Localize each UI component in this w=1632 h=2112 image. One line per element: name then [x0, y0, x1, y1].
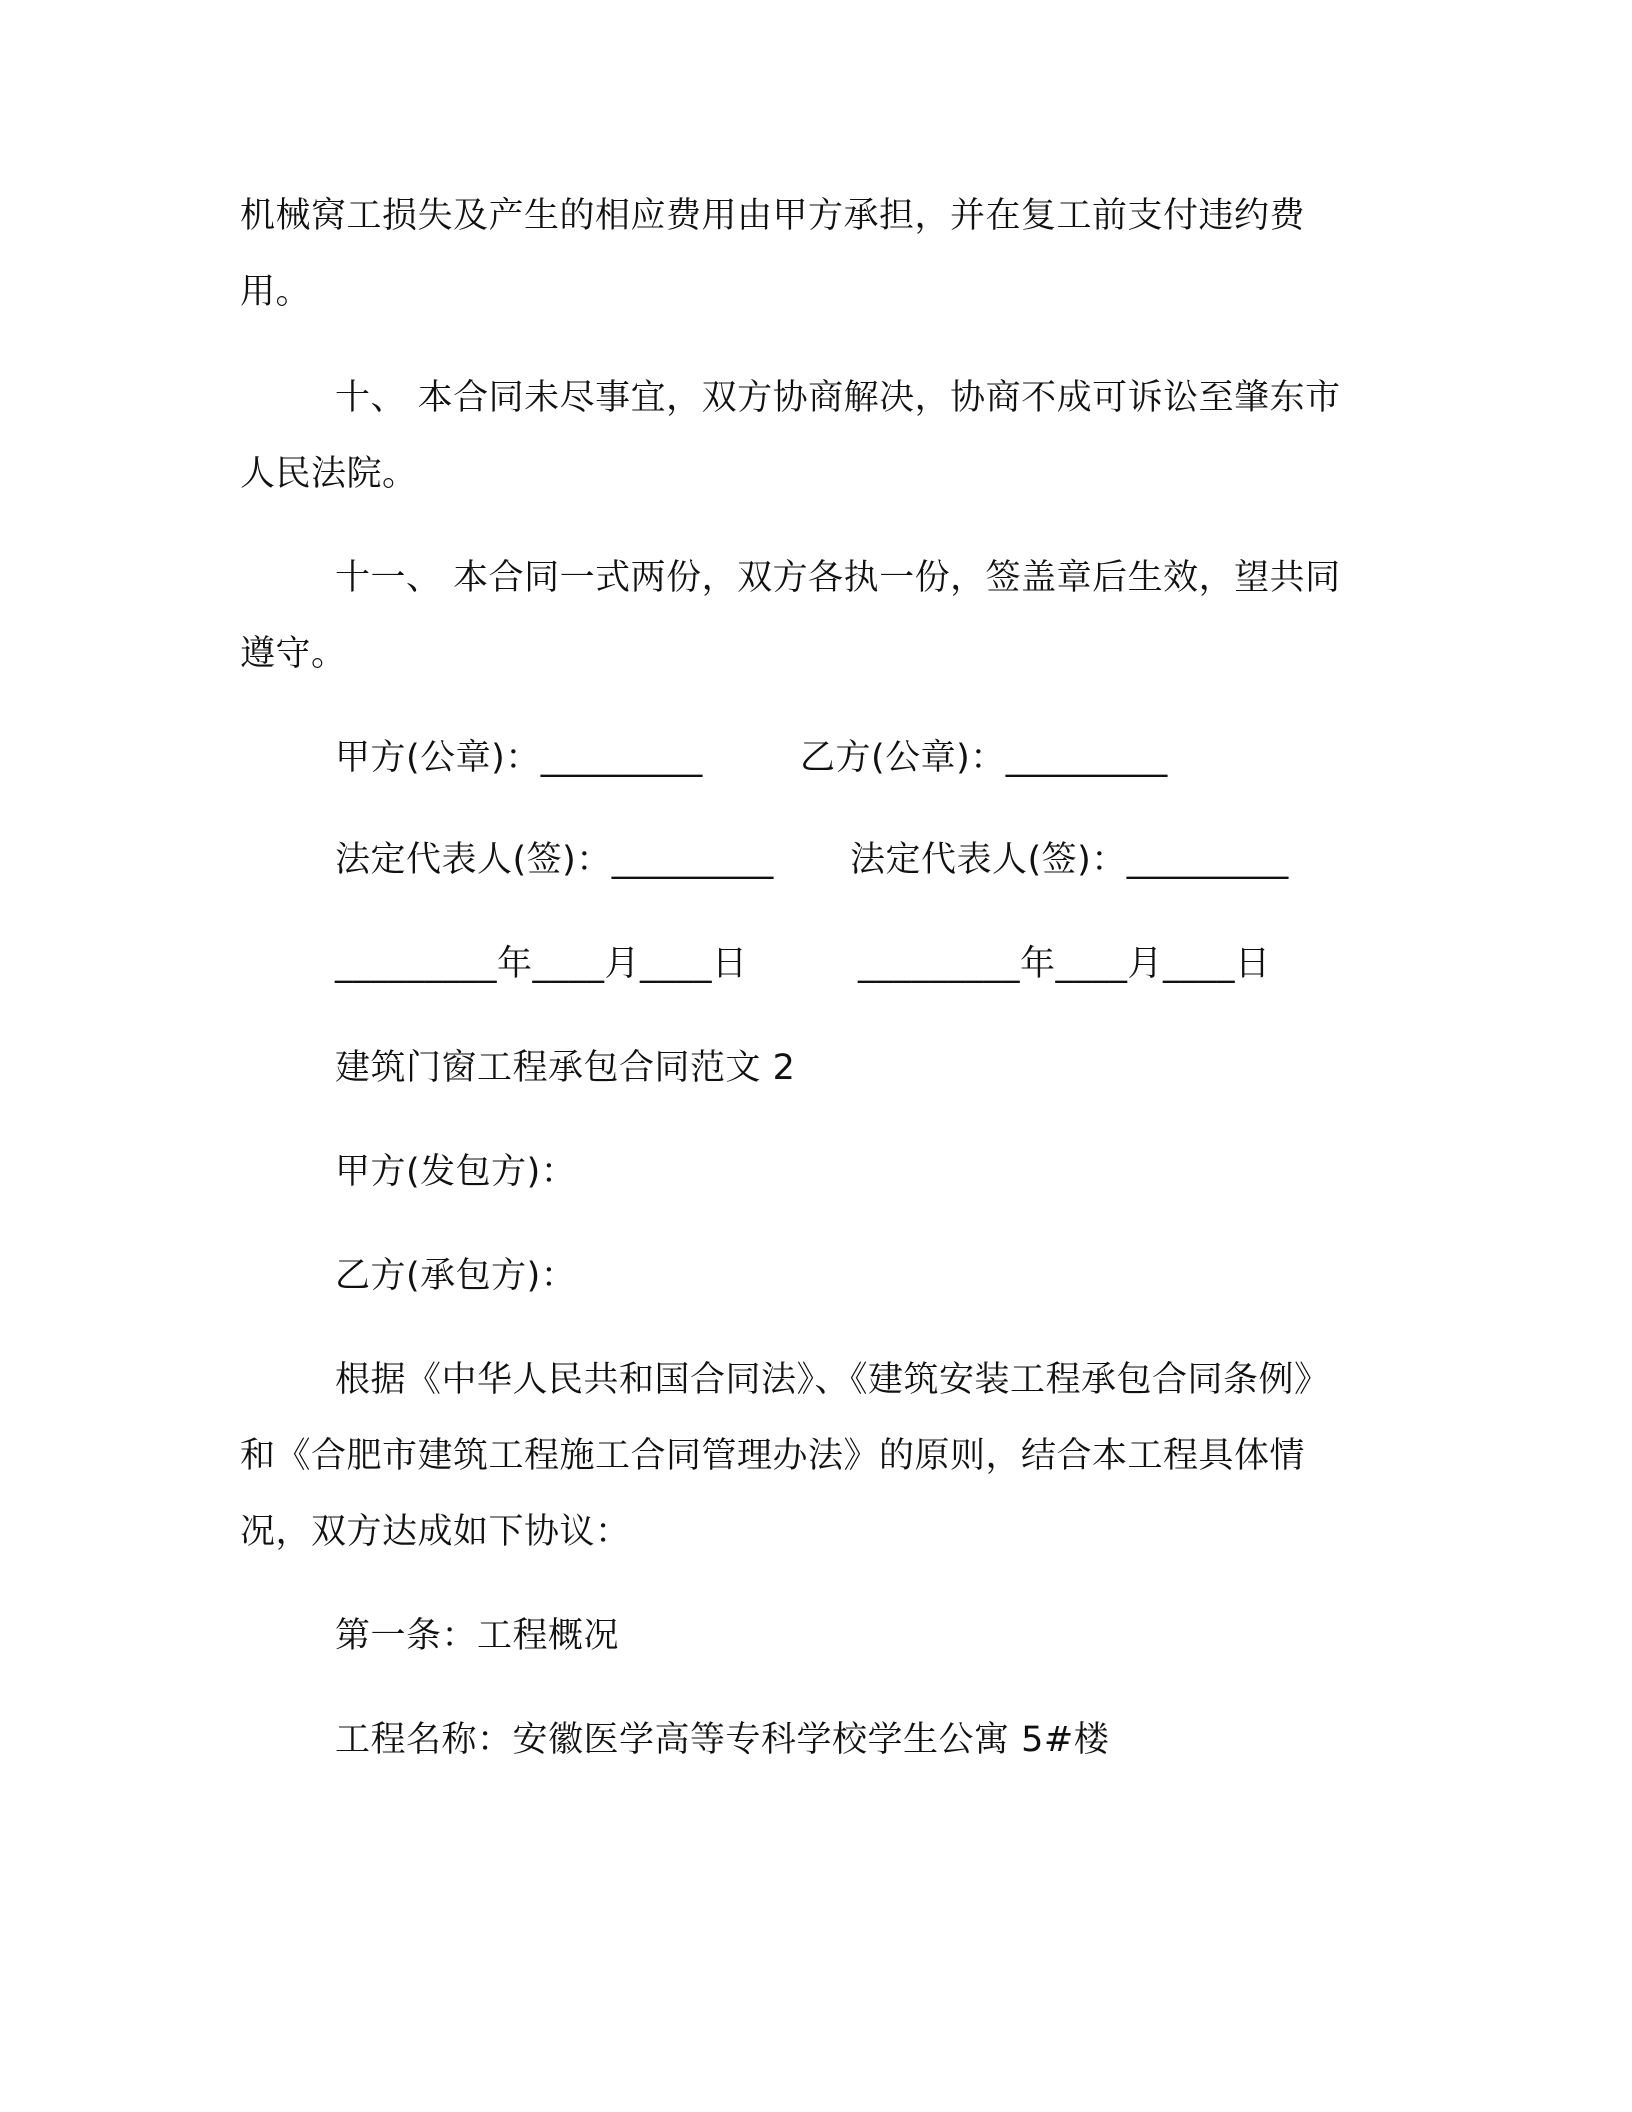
clause-10-line: 人民法院。 [240, 454, 418, 494]
party-b-label: 乙方(承包方)： [335, 1256, 577, 1296]
party-a-rep-field: 法定代表人(签)：_________ [335, 840, 774, 880]
section-title: 建筑门窗工程承包合同范文 2 [335, 1048, 796, 1088]
clause-11-line: 遵守。 [240, 634, 347, 674]
intro-line: 况，双方达成如下协议： [240, 1512, 631, 1552]
party-a-date-field: _________年____月____日 [335, 944, 748, 984]
party-b-seal-field: 乙方(公章)：_________ [800, 738, 1168, 778]
party-a-seal-field: 甲方(公章)：_________ [335, 738, 703, 778]
party-a-label: 甲方(发包方)： [335, 1152, 577, 1192]
paragraph-line: 用。 [240, 272, 312, 312]
intro-line: 根据《中华人民共和国合同法》、《建筑安装工程承包合同条例》 [335, 1360, 1330, 1400]
party-b-rep-field: 法定代表人(签)：_________ [850, 840, 1289, 880]
paragraph-line: 机械窝工损失及产生的相应费用由甲方承担，并在复工前支付违约费 [240, 196, 1306, 236]
article-1-title: 第一条：工程概况 [335, 1616, 620, 1656]
project-name: 工程名称：安徽医学高等专科学校学生公寓 5#楼 [335, 1720, 1110, 1760]
intro-line: 和《合肥市建筑工程施工合同管理办法》的原则，结合本工程具体情 [240, 1436, 1306, 1476]
clause-10-line: 十、 本合同未尽事宜，双方协商解决，协商不成可诉讼至肇东市 [335, 378, 1341, 418]
clause-11-line: 十一、 本合同一式两份，双方各执一份，签盖章后生效，望共同 [335, 558, 1341, 598]
party-b-date-field: _________年____月____日 [858, 944, 1271, 984]
